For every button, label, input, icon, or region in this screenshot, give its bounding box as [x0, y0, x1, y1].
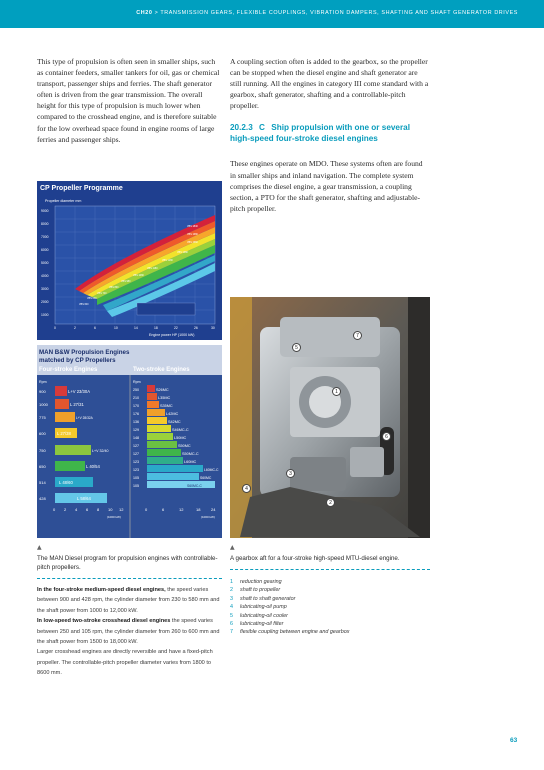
svg-text:S42MC: S42MC: [168, 420, 181, 424]
svg-text:S26MC: S26MC: [156, 388, 169, 392]
marker-5: 5: [292, 343, 301, 352]
legend-item: 2 shaft to propeller: [230, 587, 281, 594]
legend-item: 1 reduction gearing: [230, 579, 282, 585]
svg-text:L+V 32/40: L+V 32/40: [92, 449, 109, 453]
top-panel-title: CP Propeller Programme: [40, 185, 123, 192]
section-title: Ship propulsion with one or several high-speed four-stroke diesel engines: [230, 123, 411, 143]
section-letter: C: [259, 123, 265, 133]
svg-text:4: 4: [75, 507, 78, 512]
ytick: 6000: [41, 248, 49, 252]
top-panel-ylabel: Propeller diameter mm: [45, 199, 82, 203]
svg-text:L 27/31: L 27/31: [70, 402, 84, 407]
right-text-block: [230, 56, 430, 214]
svg-text:VBS 860: VBS 860: [109, 286, 119, 289]
svg-text:L50MC: L50MC: [174, 436, 187, 440]
svg-text:750: 750: [39, 448, 46, 453]
marker-7: 7: [353, 331, 362, 340]
legend-item: 4 lubricating-oil pump: [230, 604, 287, 611]
svg-text:6: 6: [162, 507, 165, 512]
svg-text:VBS 1280: VBS 1280: [162, 259, 173, 262]
svg-text:L+V 23/30A: L+V 23/30A: [68, 389, 91, 394]
svg-text:L42MC: L42MC: [166, 412, 179, 416]
svg-text:0: 0: [53, 507, 56, 512]
marker-2: 2: [326, 498, 335, 507]
two-stroke-header: Two-stroke Engines: [133, 367, 190, 373]
section-number: 20.2.3: [230, 123, 253, 133]
rpm-label-right: Rpm: [133, 380, 141, 384]
ytick: 1000: [41, 313, 49, 317]
svg-text:S60MC: S60MC: [200, 476, 212, 480]
caption-divider: [230, 569, 430, 570]
top-panel-xlabel: Engine power HP (1000 kW): [149, 333, 195, 337]
chapter-number: CH20: [136, 10, 153, 16]
left-paragraph-1: This type of propulsion is often seen in smaller ships, such as container feeders, smaller tankers for oil, gas or chemical transport, passenger ships and ferries. The shaft generator often is driven from the gear transmission. The overall height for this type of propulsion is much lower when compared to the crosshead engine, and is therefore suitable for the low overhead space found in engine rooms of large ferries and passenger ships.: [37, 57, 220, 144]
svg-text:S35MC: S35MC: [160, 404, 173, 408]
svg-text:L 48/60: L 48/60: [59, 480, 73, 485]
svg-text:170: 170: [133, 404, 139, 408]
svg-text:650: 650: [39, 464, 46, 469]
svg-text:900: 900: [39, 389, 46, 394]
svg-text:S50MC: S50MC: [178, 444, 191, 448]
svg-text:12: 12: [179, 507, 184, 512]
rpm-label-left: Rpm: [39, 380, 47, 384]
svg-text:123: 123: [133, 460, 139, 464]
right-paragraph-2: These engines operate on MDO. These systems often are found in smaller ships and inland navigation. The complete system comprises the diesel engine, a gear transmission, a coupling section, a PTO for the shaft generator, shafting and adjustable-pitch propeller.: [230, 159, 423, 213]
bottom-panel-title-1: MAN B&W Propulsion Engines: [39, 349, 130, 356]
svg-text:L60MC-C: L60MC-C: [204, 468, 219, 472]
ytick: 4000: [41, 274, 49, 278]
svg-text:18: 18: [196, 507, 201, 512]
marker-3: 3: [286, 469, 295, 478]
caption-divider: [37, 578, 222, 579]
caption-arrow-icon: ▲: [230, 544, 235, 551]
left-caption: The MAN Diesel program for propulsion engines with controllable-pitch propellers.: [37, 555, 218, 571]
ytick: 5000: [41, 261, 49, 265]
xtick: 6: [94, 326, 96, 330]
svg-text:6: 6: [86, 507, 89, 512]
svg-text:127: 127: [133, 452, 139, 456]
left-caption-block: [37, 544, 222, 579]
page-number: 63: [510, 737, 518, 744]
xtick: 30: [211, 326, 215, 330]
svg-text:2: 2: [64, 507, 67, 512]
svg-text:24: 24: [211, 507, 216, 512]
xtick: 0: [54, 326, 56, 330]
xtick: 2: [74, 326, 76, 330]
four-stroke-paragraph: In the four-stroke medium-speed diesel engines, the speed varies between 900 and 428 rpm, the cylinder diameter from 230 to 580 mm and the shaft power from 1000 to 12,000 kW.: [37, 587, 220, 614]
running-header: [136, 10, 518, 16]
svg-text:VBS 980: VBS 980: [121, 280, 131, 283]
svg-text:VBS 1380: VBS 1380: [177, 251, 188, 254]
right-paragraph-1: A coupling section often is added to the gearbox, so the propeller can be stopped when the diesel engine and shaft generator are still running. All the engines in category III come standard with a gearbox, shaft generator, shafting and a controllable-pitch propeller.: [230, 57, 429, 111]
svg-text:S60MC-C: S60MC-C: [187, 484, 202, 488]
propulsion-program-svg: [37, 181, 222, 538]
svg-text:428: 428: [39, 496, 46, 501]
bottom-panel-title-2: matched by CP Propellers: [39, 357, 116, 364]
legend-item: 7 flexible coupling between engine and gearbox: [230, 629, 350, 636]
svg-text:105: 105: [133, 484, 139, 488]
svg-text:VBS 1080: VBS 1080: [133, 274, 144, 277]
marker-1: 1: [332, 387, 341, 396]
svg-text:123: 123: [133, 468, 139, 472]
left-text-block: [37, 56, 222, 145]
legend-item: 6 lubricating-oil filter: [230, 621, 284, 628]
svg-text:VBS 740: VBS 740: [97, 292, 107, 295]
crosshead-paragraph: Larger crosshead engines are directly reversible and have a fixed-pitch propeller. The controllable-pitch propeller diameter varies from 1800 to 8600 mm.: [37, 649, 213, 677]
ytick: 3000: [41, 287, 49, 291]
svg-text:L 27/38: L 27/38: [57, 431, 71, 436]
marker-4: 4: [242, 484, 251, 493]
svg-text:L 58/64: L 58/64: [77, 496, 91, 501]
svg-text:VBS 1560: VBS 1560: [187, 241, 198, 244]
marker-6: 6: [382, 432, 391, 441]
svg-text:VBS 1680: VBS 1680: [187, 233, 198, 236]
svg-text:S50MC-C: S50MC-C: [182, 452, 199, 456]
top-panel-yticks: [41, 209, 49, 317]
xtick: 10: [114, 326, 118, 330]
svg-text:0: 0: [145, 507, 148, 512]
chapter-title: TRANSMISSION GEARS, FLEXIBLE COUPLINGS, VIBRATION DAMPERS, SHAFTING AND SHAFT GENERATOR DRIVES: [160, 10, 518, 16]
xtick: 18: [154, 326, 158, 330]
two-stroke-area: [131, 375, 222, 538]
four-stroke-area: [37, 375, 129, 538]
x-unit-right: (1000 kW): [201, 515, 215, 519]
caption-arrow-icon: ▲: [37, 544, 42, 551]
svg-text:775: 775: [39, 415, 46, 420]
left-bottom-text: [37, 585, 222, 679]
svg-text:176: 176: [133, 412, 139, 416]
svg-text:L+V 28/32A: L+V 28/32A: [76, 416, 93, 420]
svg-text:250: 250: [133, 388, 139, 392]
svg-text:VBS 1180: VBS 1180: [147, 267, 158, 270]
right-caption: A gearbox aft for a four-stroke high-speed MTU-diesel engine.: [230, 555, 400, 562]
svg-text:L35MC: L35MC: [158, 396, 171, 400]
xtick: 14: [134, 326, 138, 330]
svg-text:VBS 640: VBS 640: [87, 297, 97, 300]
xtick: 22: [174, 326, 178, 330]
section-heading: [230, 123, 430, 144]
propulsion-program-figure: [37, 181, 222, 538]
svg-text:210: 210: [133, 396, 139, 400]
right-caption-block: [230, 544, 430, 637]
svg-text:VBS 1840: VBS 1840: [187, 225, 198, 228]
svg-text:127: 127: [133, 444, 139, 448]
svg-text:8: 8: [97, 507, 100, 512]
svg-text:136: 136: [133, 420, 139, 424]
svg-text:L60MC: L60MC: [184, 460, 197, 464]
svg-text:514: 514: [39, 480, 46, 485]
svg-text:S46MC-C: S46MC-C: [172, 428, 189, 432]
header-separator: >: [154, 10, 159, 16]
legend-item: 5 lubricating-oil cooler: [230, 612, 288, 619]
svg-text:L 40/54: L 40/54: [86, 464, 100, 469]
svg-text:129: 129: [133, 428, 139, 432]
svg-text:VBS 600: VBS 600: [79, 303, 89, 306]
x-unit-left: (1000 kW): [107, 515, 121, 519]
curve-note-box: [137, 303, 195, 315]
ytick: 9000: [41, 209, 49, 213]
four-stroke-header: Four-stroke Engines: [39, 367, 98, 373]
ytick: 8000: [41, 222, 49, 226]
svg-text:148: 148: [133, 436, 139, 440]
gearbox-photo-figure: [230, 297, 430, 538]
svg-text:600: 600: [39, 431, 46, 436]
two-stroke-paragraph: In low-speed two-stroke crosshead diesel engines the speed varies between 250 and 105 rpm, the cylinder diameter from 260 to 600 mm and the shaft power from 1500 to 18,000 kW.: [37, 618, 220, 646]
ytick: 2000: [41, 300, 49, 304]
legend-item: 3 shaft to shaft generator: [230, 595, 296, 602]
svg-text:105: 105: [133, 476, 139, 480]
svg-text:12: 12: [119, 507, 124, 512]
svg-text:1000: 1000: [39, 402, 48, 407]
figure-legend: [230, 578, 430, 637]
ytick: 7000: [41, 235, 49, 239]
xtick: 26: [194, 326, 198, 330]
svg-text:10: 10: [108, 507, 113, 512]
